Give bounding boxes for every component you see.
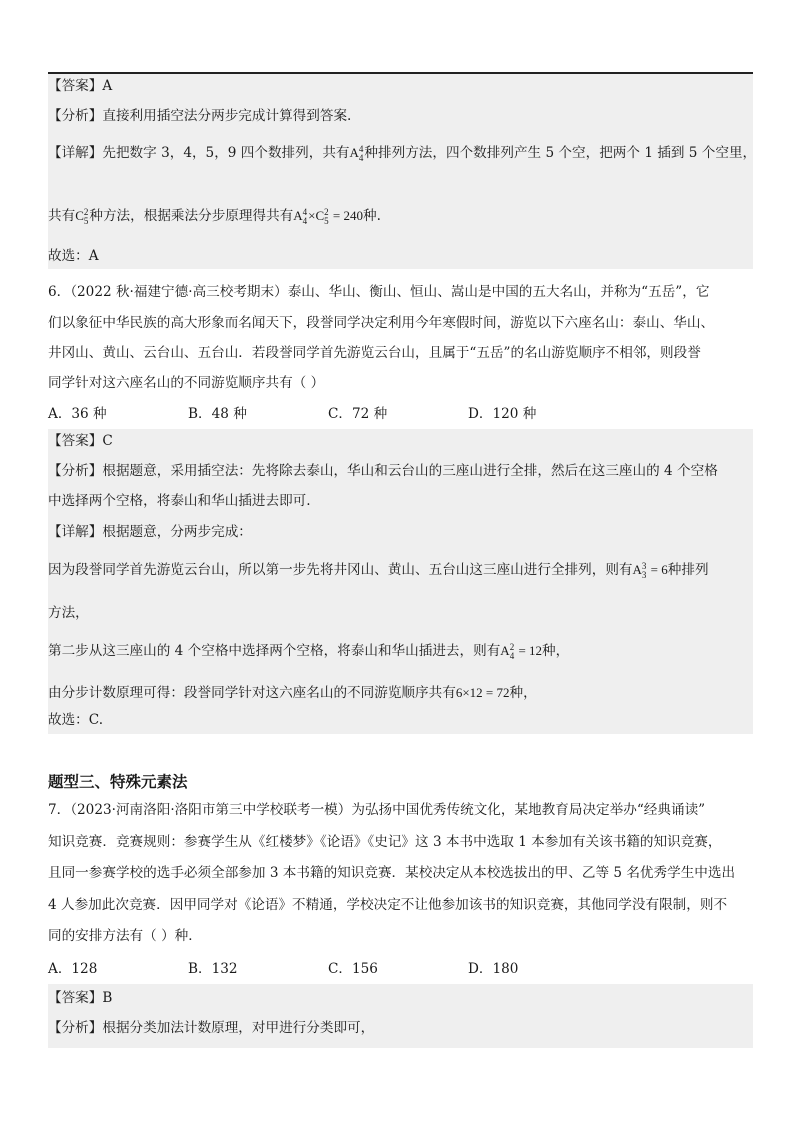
q7-choice-c: C．156 <box>328 961 378 977</box>
q6-step1-suffix: 种排列 <box>667 562 709 578</box>
q5-solution-block <box>48 74 753 269</box>
q7-choice-d: D．180 <box>468 961 519 977</box>
q5-product-formula: A 4 4 ×C 2 5 = 240 <box>293 207 364 227</box>
q7-stem-line3: 且同一参赛学校的选手必须全部参加 3 本书籍的知识竞赛．某校决定从本校选拔出的甲、乙等 5 名优秀学生中选出 <box>48 865 736 881</box>
q7-stem-line1: 7．（2023·河南洛阳·洛阳市第三中学校联考一模）为弘扬中国优秀传统文化，某地教育局决定举办“经典诵读” <box>48 802 706 818</box>
q6-step2 <box>48 641 569 661</box>
q6-choose: 故选：C. <box>48 712 104 728</box>
q5-analysis: 【分析】直接利用插空法分两步完成计算得到答案. <box>48 108 352 124</box>
q6-step3 <box>48 683 537 703</box>
q7-choice-b: B．132 <box>188 961 238 977</box>
q7-stem-line5: 同的安排方法有（ ）种． <box>48 928 202 944</box>
q6-stem-line4: 同学针对这六座名山的不同游览顺序共有（ ） <box>48 375 325 391</box>
q7-stem-line4: 4 人参加此次竞赛．因甲同学对《论语》不精通，学校决定不让他参加该书的知识竞赛，其他同学没有限制，则不 <box>48 897 728 913</box>
q5-comb-formula: C 2 5 <box>75 207 89 227</box>
q6-step1-continued: 方法， <box>48 605 89 621</box>
q6-step3-suffix: 种， <box>509 685 537 701</box>
q6-choice-c: C．72 种 <box>328 406 388 422</box>
q6-step2-formula: A 2 4 = 12 <box>500 642 543 662</box>
q5-choose: 故选：A <box>48 248 99 264</box>
q6-step1 <box>48 560 709 580</box>
q6-choice-b: B．48 种 <box>188 406 247 422</box>
q7-answer: 【答案】B <box>48 990 113 1006</box>
q6-answer: 【答案】C <box>48 433 113 449</box>
q6-analysis-line2: 中选择两个空格，将泰山和华山插进去即可. <box>48 493 311 509</box>
q6-step2-prefix: 第二步从这三座山的 4 个空格中选择两个空格，将泰山和华山插进去，则有 <box>48 643 501 659</box>
q5-line2-mid: 种方法，根据乘法分步原理得共有 <box>89 208 294 224</box>
q7-solution-block <box>48 984 753 1048</box>
q7-stem-line2: 知识竞赛．竞赛规则：参赛学生从《红楼梦》《论语》《史记》这 3 本书中选取 1 本参加有关该书籍的知识竞赛， <box>48 834 722 850</box>
q6-stem-line1: 6．（2022 秋·福建宁德·高三校考期末）泰山、华山、衡山、恒山、嵩山是中国的五大名山，并称为“五岳”，它 <box>48 284 710 300</box>
q5-line2-prefix: 共有 <box>48 208 76 224</box>
q6-choice-a: A．36 种 <box>48 406 107 422</box>
q5-answer: 【答案】A <box>48 78 113 94</box>
q6-detail-intro: 【详解】根据题意，分两步完成： <box>48 524 252 540</box>
q5-detail-mid: 种排列方法，四个数排列产生 5 个空，把两个 1 插到 5 个空里， <box>364 145 757 161</box>
q6-stem-line2: 们以象征中华民族的高大形象而名闻天下，段誉同学决定利用今年寒假时间，游览以下六座名山：泰山、华山、 <box>48 315 715 331</box>
q6-choice-d: D．120 种 <box>468 406 537 422</box>
q5-detail-prefix: 【详解】先把数字 3，4，5，9 四个数排列，共有 <box>48 145 350 161</box>
q6-stem-line3: 井冈山、黄山、云台山、五台山．若段誉同学首先游览云台山，且属于“五岳”的名山游览顺序不相邻，则段誉 <box>48 345 701 361</box>
q6-step1-prefix: 因为段誉同学首先游览云台山，所以第一步先将井冈山、黄山、五台山这三座山进行全排列，则有 <box>48 562 633 578</box>
q5-line2-suffix: 种. <box>363 208 381 224</box>
q6-step3-formula: 6×12 = 72 <box>455 685 510 700</box>
q5-detail-line2 <box>48 206 381 226</box>
q7-choice-a: A．128 <box>48 961 98 977</box>
q6-analysis-line1: 【分析】根据题意，采用插空法：先将除去泰山，华山和云台山的三座山进行全排，然后在这三座山的 4 个空格 <box>48 463 718 479</box>
q6-step3-prefix: 由分步计数原理可得：段誉同学针对这六座名山的不同游览顺序共有 <box>48 685 456 701</box>
q6-step1-formula: A 3 3 = 6 <box>632 561 668 581</box>
q5-perm-formula: A 4 4 <box>349 144 364 164</box>
q5-detail-line1 <box>48 143 756 163</box>
q6-step2-suffix: 种， <box>542 643 570 659</box>
q7-analysis: 【分析】根据分类加法计数原理，对甲进行分类即可， <box>48 1020 375 1036</box>
section-heading: 题型三、特殊元素法 <box>48 773 188 791</box>
